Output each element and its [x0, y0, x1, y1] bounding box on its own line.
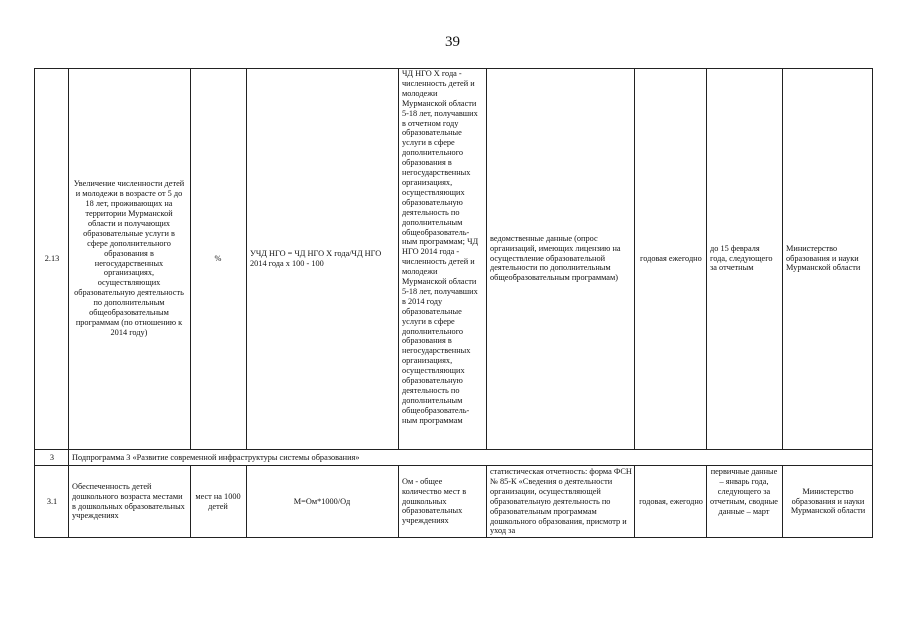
responsible-body: Министерство образования и науки Мурманской области — [786, 243, 861, 273]
column-divider — [190, 68, 191, 450]
column-divider — [190, 465, 191, 538]
column-divider — [706, 68, 707, 450]
table-border-left — [34, 68, 35, 538]
column-divider — [398, 465, 399, 538]
deadline: первичные данные – январь года, следующего за отчетным, сводные данные – март — [710, 467, 778, 516]
responsible-body: Министерство образования и науки Мурманской области — [790, 486, 866, 516]
calculation-formula: М=Ом*1000/Од — [293, 496, 351, 506]
column-divider — [782, 465, 783, 538]
deadline: до 15 февраля года, следующего за отчетным — [710, 243, 773, 273]
formula-variables: ЧД НГО Х года - численность детей и молодежи Мурманской области 5-18 лет, получавших в отчетном году образовательные услуги в сфере дополнительного образования в негосударственных организациях, осуществляющих образовательную деятельность по дополнительным общеобразователь-ным программам; ЧД НГО 2014 года - численность детей и молодежи Мурманской области 5-18 лет, получавших в 2014 году образовательные услуги в сфере дополнительного образования в негосударственных организациях, осуществляющих образовательную деятельность по дополнительным общеобразователь-ным программам — [402, 69, 479, 425]
periodicity: годовая, ежегодно — [639, 496, 703, 506]
indicator-name: Увеличение численности детей и молодежи в возрасте от 5 до 18 лет, проживающих на территории Мурманской области и получающих образовательные услуги в сфере дополнительного образования в негосударственных организациях, осуществляющих образовательную деятельность по дополнительным общеобразовательным программам (по отношению к 2014 году) — [73, 179, 185, 337]
data-source: статистическая отчетность: форма ФСН № 85-К «Сведения о деятельности организации, осуществляющей образовательную деятельность по образовательным программам дошкольного образования, присмотр и уход за — [490, 467, 632, 536]
table-border-bottom — [34, 537, 873, 538]
column-divider — [246, 68, 247, 450]
unit-of-measure: мест на 1000 детей — [195, 491, 241, 511]
column-divider — [486, 68, 487, 450]
column-divider — [486, 465, 487, 538]
row-number: 2.13 — [44, 253, 60, 263]
table-border-right — [872, 68, 873, 538]
column-divider — [782, 68, 783, 450]
indicator-name: Обеспеченность детей дошкольного возраста местами в дошкольных образовательных учреждениях — [72, 481, 185, 521]
data-source: ведомственные данные (опрос организаций, имеющих лицензию на осуществление образовательной деятельности по дополнительным общеобразовательным программам) — [490, 233, 621, 283]
column-divider — [246, 465, 247, 538]
column-divider — [68, 68, 69, 538]
row-number: 3.1 — [46, 496, 58, 506]
unit-of-measure: % — [214, 253, 222, 263]
formula-variables: Ом - общее количество мест в дошкольных образовательных учреждениях — [402, 476, 467, 526]
column-divider — [634, 465, 635, 538]
row-number: 3 — [49, 452, 55, 462]
subprogram-title: Подпрограмма 3 «Развитие современной инфраструктуры системы образования» — [72, 452, 360, 462]
indicator-table — [34, 68, 873, 538]
periodicity: годовая ежегодно — [640, 253, 702, 263]
calculation-formula: УЧД НГО = ЧД НГО Х года/ЧД НГО 2014 года х 100 - 100 — [250, 248, 382, 268]
page-number: 39 — [445, 34, 460, 50]
column-divider — [706, 465, 707, 538]
column-divider — [634, 68, 635, 450]
column-divider — [398, 68, 399, 450]
